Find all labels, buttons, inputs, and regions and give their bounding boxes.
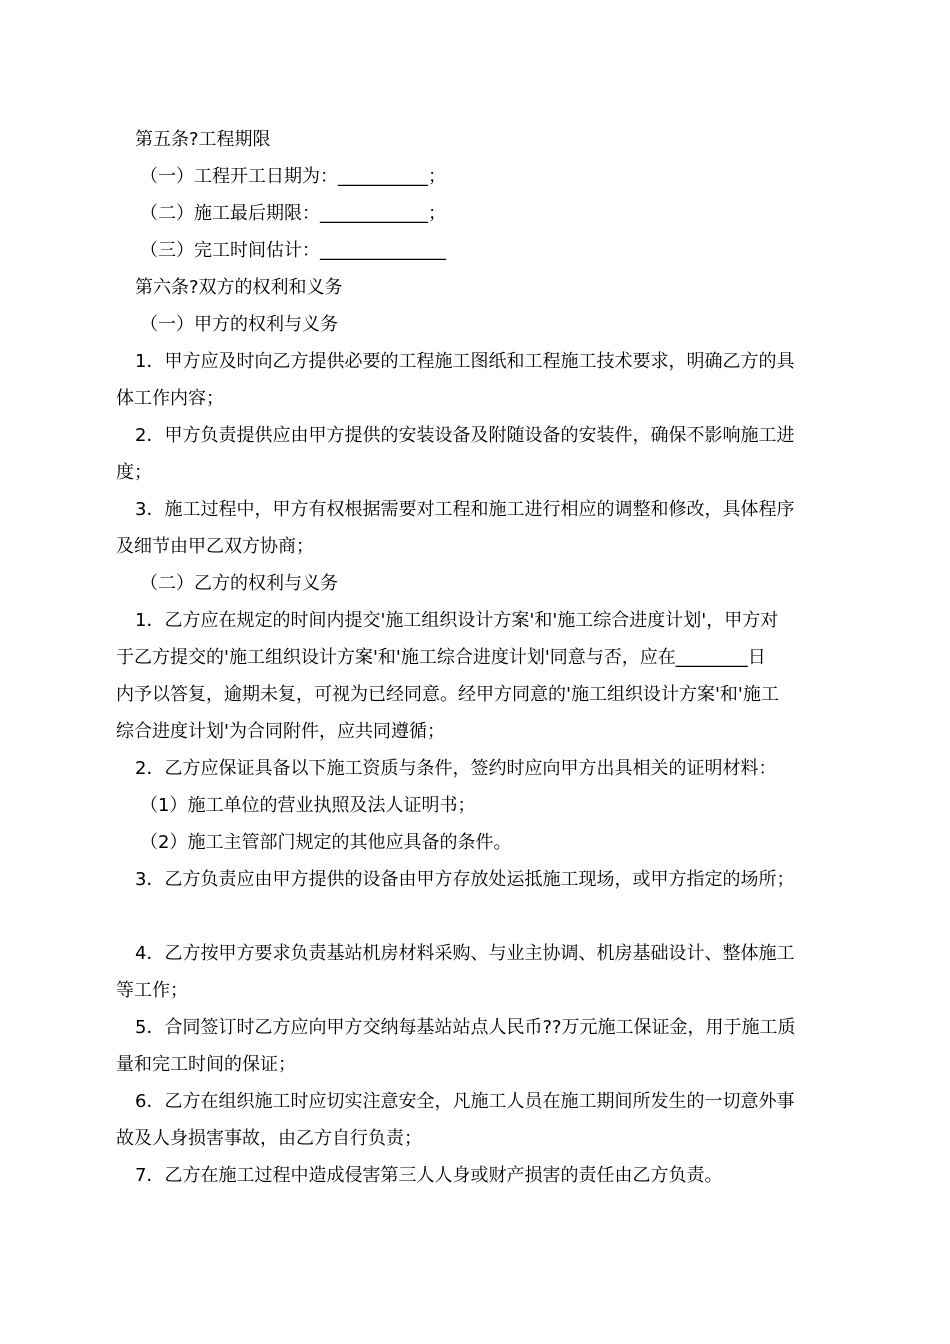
party-b-item-4-line-2: 等工作； <box>116 980 188 1001</box>
party-b-heading: （二）乙方的权利与义务 <box>140 573 338 594</box>
party-b-item-5-line-2: 量和完工时间的保证； <box>116 1054 296 1075</box>
party-b-item-6-line-2: 故及人身损害事故，由乙方自行负责； <box>116 1128 422 1149</box>
article-5-heading: 第五条?工程期限 <box>135 129 271 150</box>
party-b-item-2-sub-1: （1）施工单位的营业执照及法人证明书； <box>140 795 476 816</box>
party-a-item-1-line-1: 1．甲方应及时向乙方提供必要的工程施工图纸和工程施工技术要求，明确乙方的具 <box>135 351 795 372</box>
start-date-line: （一）工程开工日期为：__________； <box>140 166 446 187</box>
party-b-item-2: 2．乙方应保证具备以下施工资质与条件，签约时应向甲方出具相关的证明材料： <box>135 758 777 779</box>
party-b-item-4-line-1: 4．乙方按甲方要求负责基站机房材料采购、与业主协调、机房基础设计、整体施工 <box>135 943 795 964</box>
blank-line <box>116 898 838 935</box>
party-b-item-1-line-3: 内予以答复，逾期未复，可视为已经同意。经甲方同意的'施工组织设计方案'和'施工 <box>116 684 779 705</box>
completion-estimate-line: （三）完工时间估计：______________ <box>140 240 446 261</box>
deadline-line: （二）施工最后期限：____________； <box>140 203 446 224</box>
contract-body <box>116 121 838 1194</box>
party-a-heading: （一）甲方的权利与义务 <box>140 314 338 335</box>
party-b-item-1-line-2: 于乙方提交的'施工组织设计方案'和'施工综合进度计划'同意与否，应在________日 <box>116 647 766 668</box>
party-a-item-3-line-1: 3．施工过程中，甲方有权根据需要对工程和施工进行相应的调整和修改，具体程序 <box>135 499 795 520</box>
party-b-item-1-line-4: 综合进度计划'为合同附件，应共同遵循； <box>116 721 445 742</box>
party-b-item-2-sub-2: （2）施工主管部门规定的其他应具备的条件。 <box>140 832 512 853</box>
party-b-item-6-line-1: 6．乙方在组织施工时应切实注意安全，凡施工人员在施工期间所发生的一切意外事 <box>135 1091 795 1112</box>
party-a-item-2-line-1: 2．甲方负责提供应由甲方提供的安装设备及附随设备的安装件，确保不影响施工进 <box>135 425 795 446</box>
party-a-item-3-line-2: 及细节由甲乙双方协商； <box>116 536 314 557</box>
party-b-item-7: 7．乙方在施工过程中造成侵害第三人人身或财产损害的责任由乙方负责。 <box>135 1165 723 1186</box>
party-a-item-2-line-2: 度； <box>116 462 152 483</box>
party-a-item-1-line-2: 体工作内容； <box>116 388 224 409</box>
article-6-heading: 第六条?双方的权利和义务 <box>135 277 343 298</box>
party-b-item-1-line-1: 1．乙方应在规定的时间内提交'施工组织设计方案'和'施工综合进度计划'，甲方对 <box>135 610 779 631</box>
party-b-item-3: 3．乙方负责应由甲方提供的设备由甲方存放处运抵施工现场，或甲方指定的场所； <box>135 869 795 890</box>
party-b-item-5-line-1: 5．合同签订时乙方应向甲方交纳每基站站点人民币??万元施工保证金，用于施工质 <box>135 1017 796 1038</box>
